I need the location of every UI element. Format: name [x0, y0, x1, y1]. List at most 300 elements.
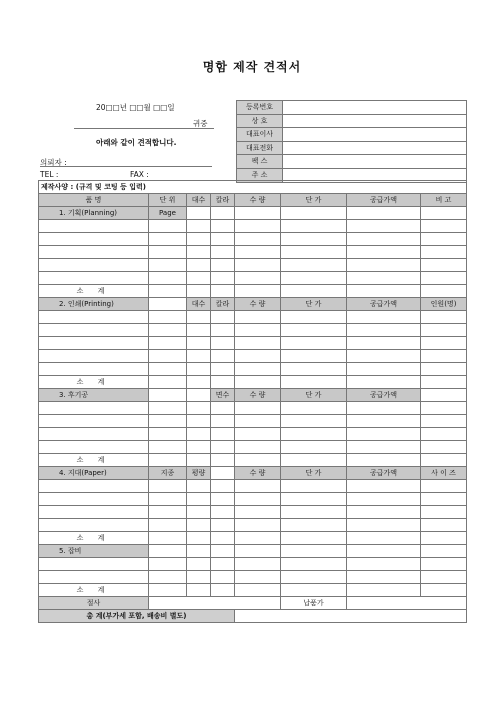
entry-cell[interactable]: [187, 259, 211, 272]
reg-label-company: 상 호: [237, 114, 283, 128]
entry-cell[interactable]: [281, 441, 347, 454]
entry-cell[interactable]: [347, 493, 421, 506]
subtotal-cell[interactable]: [187, 285, 211, 298]
section-header-cell[interactable]: [281, 545, 347, 558]
section-title: 4. 지대(Paper): [39, 467, 149, 480]
entry-cell[interactable]: [421, 571, 467, 584]
entry-cell[interactable]: [149, 272, 187, 285]
entry-cell[interactable]: [149, 337, 187, 350]
entry-cell[interactable]: [187, 480, 211, 493]
entry-cell[interactable]: [211, 259, 235, 272]
entry-cell[interactable]: [211, 493, 235, 506]
entry-cell[interactable]: [281, 272, 347, 285]
fax-label: FAX :: [130, 170, 149, 179]
entry-cell[interactable]: [149, 519, 187, 532]
section-column-label: 단 가: [281, 467, 347, 480]
entry-cell[interactable]: [281, 220, 347, 233]
entry-cell[interactable]: [211, 324, 235, 337]
entry-cell[interactable]: [39, 506, 149, 519]
subtotal-cell[interactable]: [421, 454, 467, 467]
entry-cell[interactable]: [187, 441, 211, 454]
entry-cell[interactable]: [235, 415, 281, 428]
subtotal-cell[interactable]: [281, 285, 347, 298]
subtotal-cell[interactable]: [187, 376, 211, 389]
entry-cell[interactable]: [149, 363, 187, 376]
entry-cell[interactable]: [149, 415, 187, 428]
entry-cell[interactable]: [211, 428, 235, 441]
subtotal-label: 소 계: [39, 285, 149, 298]
subtotal-cell[interactable]: [421, 376, 467, 389]
reg-label-address: 주 소: [237, 168, 283, 182]
entry-cell[interactable]: [421, 324, 467, 337]
subtotal-cell[interactable]: [281, 454, 347, 467]
entry-cell[interactable]: [235, 337, 281, 350]
entry-cell[interactable]: [211, 571, 235, 584]
reg-value-number[interactable]: [283, 101, 467, 115]
discount-value[interactable]: [149, 597, 281, 610]
entry-cell[interactable]: [235, 428, 281, 441]
entry-cell[interactable]: [281, 337, 347, 350]
entry-cell[interactable]: [421, 259, 467, 272]
section-column-label: 공급가액: [347, 389, 421, 402]
entry-cell[interactable]: [421, 337, 467, 350]
section-header-row: [39, 298, 467, 311]
entry-cell[interactable]: [211, 220, 235, 233]
entry-cell[interactable]: [187, 506, 211, 519]
total-label: 총 계(부가세 포함, 배송비 별도): [39, 610, 235, 623]
entry-cell[interactable]: [39, 493, 149, 506]
subtotal-cell[interactable]: [211, 584, 235, 597]
entry-cell[interactable]: [187, 337, 211, 350]
entry-cell[interactable]: [235, 480, 281, 493]
entry-cell[interactable]: [347, 441, 421, 454]
entry-row: [39, 259, 467, 272]
entry-cell[interactable]: [281, 350, 347, 363]
recipient-line: [74, 128, 214, 129]
entry-cell[interactable]: [421, 428, 467, 441]
subtotal-cell[interactable]: [235, 454, 281, 467]
section-column-label: 사 이 즈: [421, 467, 467, 480]
quote-date: 20□□년 □□월 □□일: [96, 103, 175, 112]
section-header-row: [39, 389, 467, 402]
entry-cell[interactable]: [421, 363, 467, 376]
entry-cell[interactable]: [235, 272, 281, 285]
entry-cell[interactable]: [187, 233, 211, 246]
entry-cell[interactable]: [281, 493, 347, 506]
entry-cell[interactable]: [149, 428, 187, 441]
entry-row: [39, 571, 467, 584]
section-header-cell[interactable]: [235, 207, 281, 220]
entry-cell[interactable]: [281, 428, 347, 441]
reg-label-fax: 팩 스: [237, 155, 283, 169]
entry-cell[interactable]: [39, 311, 149, 324]
subtotal-cell[interactable]: [281, 584, 347, 597]
entry-row: [39, 506, 467, 519]
entry-cell[interactable]: [39, 324, 149, 337]
subtotal-cell[interactable]: [281, 532, 347, 545]
subtotal-label: 소 계: [39, 584, 149, 597]
entry-row: [39, 441, 467, 454]
entry-cell[interactable]: [347, 233, 421, 246]
subtotal-cell[interactable]: [421, 584, 467, 597]
entry-cell[interactable]: [347, 337, 421, 350]
subtotal-label: 소 계: [39, 454, 149, 467]
entry-cell[interactable]: [421, 220, 467, 233]
entry-cell[interactable]: [347, 558, 421, 571]
page-title: 명함 제작 견적서: [202, 60, 302, 74]
client-label: 의뢰자 :: [40, 158, 67, 167]
delivery-label: 납품가: [281, 597, 347, 610]
entry-cell[interactable]: [235, 571, 281, 584]
entry-cell[interactable]: [211, 272, 235, 285]
section-header-cell[interactable]: [347, 545, 421, 558]
entry-row: [39, 220, 467, 233]
section-header-cell[interactable]: [187, 389, 211, 402]
section-header-cell[interactable]: [281, 207, 347, 220]
entry-cell[interactable]: [187, 519, 211, 532]
entry-cell[interactable]: [235, 233, 281, 246]
subtotal-cell[interactable]: [281, 376, 347, 389]
entry-cell[interactable]: [347, 506, 421, 519]
subtotal-row: [39, 584, 467, 597]
subtotal-cell[interactable]: [187, 532, 211, 545]
entry-cell[interactable]: [421, 350, 467, 363]
subtotal-row: [39, 532, 467, 545]
section-header-row: [39, 207, 467, 220]
entry-cell[interactable]: [281, 233, 347, 246]
section-header-cell[interactable]: [421, 545, 467, 558]
entry-cell[interactable]: [211, 402, 235, 415]
entry-cell[interactable]: [211, 311, 235, 324]
entry-cell[interactable]: [281, 363, 347, 376]
entry-cell[interactable]: [235, 363, 281, 376]
section-title: 3. 후기공: [39, 389, 149, 402]
total-value[interactable]: [235, 610, 467, 623]
subtotal-cell[interactable]: [347, 376, 421, 389]
header-item: 품 명: [39, 194, 149, 207]
entry-cell[interactable]: [39, 558, 149, 571]
entry-cell[interactable]: [187, 311, 211, 324]
entry-row: [39, 415, 467, 428]
entry-cell[interactable]: [235, 441, 281, 454]
table-header-row: [39, 194, 467, 207]
entry-cell[interactable]: [347, 519, 421, 532]
reg-value-fax[interactable]: [283, 155, 467, 169]
entry-cell[interactable]: [347, 311, 421, 324]
entry-cell[interactable]: [39, 350, 149, 363]
reg-value-phone[interactable]: [283, 141, 467, 155]
section-column-label: 지종: [149, 467, 187, 480]
entry-cell[interactable]: [235, 519, 281, 532]
entry-cell[interactable]: [347, 402, 421, 415]
section-header-cell[interactable]: [421, 207, 467, 220]
entry-cell[interactable]: [281, 259, 347, 272]
delivery-value[interactable]: [347, 597, 467, 610]
entry-cell[interactable]: [39, 363, 149, 376]
subtotal-cell[interactable]: [149, 454, 187, 467]
entry-row: [39, 272, 467, 285]
entry-cell[interactable]: [347, 480, 421, 493]
entry-cell[interactable]: [421, 246, 467, 259]
entry-cell[interactable]: [235, 558, 281, 571]
entry-cell[interactable]: [347, 324, 421, 337]
subtotal-cell[interactable]: [149, 285, 187, 298]
section-column-label: 면수: [211, 389, 235, 402]
entry-cell[interactable]: [421, 402, 467, 415]
entry-cell[interactable]: [347, 350, 421, 363]
entry-cell[interactable]: [347, 415, 421, 428]
entry-row: [39, 311, 467, 324]
recipient-suffix: 귀중: [193, 119, 208, 128]
header-quantity: 수 량: [235, 194, 281, 207]
section-column-label: 수 량: [235, 298, 281, 311]
entry-cell[interactable]: [211, 246, 235, 259]
client-line: [40, 166, 212, 167]
entry-cell[interactable]: [149, 493, 187, 506]
subtotal-cell[interactable]: [187, 584, 211, 597]
entry-cell[interactable]: [149, 350, 187, 363]
entry-cell[interactable]: [235, 246, 281, 259]
estimate-table: [38, 180, 467, 623]
subtotal-cell[interactable]: [149, 376, 187, 389]
entry-cell[interactable]: [149, 480, 187, 493]
header-remarks: 비 고: [421, 194, 467, 207]
entry-cell[interactable]: [211, 480, 235, 493]
entry-row: [39, 519, 467, 532]
reg-label-ceo: 대표이사: [237, 128, 283, 142]
reg-value-ceo[interactable]: [283, 128, 467, 142]
entry-cell[interactable]: [187, 428, 211, 441]
entry-cell[interactable]: [149, 220, 187, 233]
subtotal-cell[interactable]: [347, 584, 421, 597]
entry-cell[interactable]: [421, 519, 467, 532]
reg-label-phone: 대표전화: [237, 141, 283, 155]
entry-cell[interactable]: [347, 428, 421, 441]
entry-cell[interactable]: [149, 311, 187, 324]
subtotal-cell[interactable]: [421, 532, 467, 545]
section-header-cell[interactable]: [149, 298, 187, 311]
section-header-cell[interactable]: [211, 467, 235, 480]
entry-cell[interactable]: [281, 506, 347, 519]
entry-cell[interactable]: [39, 259, 149, 272]
entry-cell[interactable]: [281, 246, 347, 259]
entry-cell[interactable]: [235, 324, 281, 337]
subtotal-cell[interactable]: [235, 376, 281, 389]
section-header-row: [39, 467, 467, 480]
entry-cell[interactable]: [211, 337, 235, 350]
entry-cell[interactable]: [421, 415, 467, 428]
entry-cell[interactable]: [421, 233, 467, 246]
entry-cell[interactable]: [39, 220, 149, 233]
entry-cell[interactable]: [421, 311, 467, 324]
entry-cell[interactable]: [235, 493, 281, 506]
entry-cell[interactable]: [39, 441, 149, 454]
subtotal-cell[interactable]: [421, 285, 467, 298]
entry-cell[interactable]: [421, 441, 467, 454]
entry-cell[interactable]: [347, 246, 421, 259]
entry-cell[interactable]: [39, 519, 149, 532]
section-column-label: 평량: [187, 467, 211, 480]
reg-value-company[interactable]: [283, 114, 467, 128]
section-title: 1. 기획(Planning): [39, 207, 149, 220]
entry-cell[interactable]: [211, 415, 235, 428]
subtotal-cell[interactable]: [211, 454, 235, 467]
header-unit: 단 위: [149, 194, 187, 207]
entry-row: [39, 428, 467, 441]
subtotal-cell[interactable]: [235, 532, 281, 545]
subtotal-cell[interactable]: [211, 532, 235, 545]
subtotal-cell[interactable]: [149, 584, 187, 597]
entry-cell[interactable]: [211, 558, 235, 571]
section-column-label: 단 가: [281, 389, 347, 402]
entry-cell[interactable]: [187, 272, 211, 285]
entry-cell[interactable]: [235, 259, 281, 272]
entry-cell[interactable]: [39, 402, 149, 415]
subtotal-label: 소 계: [39, 532, 149, 545]
entry-cell[interactable]: [347, 220, 421, 233]
section-column-label: 공급가액: [347, 467, 421, 480]
entry-cell[interactable]: [211, 233, 235, 246]
entry-cell[interactable]: [187, 324, 211, 337]
entry-cell[interactable]: [211, 363, 235, 376]
subtotal-cell[interactable]: [235, 285, 281, 298]
entry-cell[interactable]: [281, 402, 347, 415]
entry-cell[interactable]: [187, 402, 211, 415]
section-column-label: 수 량: [235, 389, 281, 402]
header-plates: 대수: [187, 194, 211, 207]
spec-row[interactable]: 제작사양 : (규격 및 코팅 등 입력): [39, 181, 467, 194]
subtotal-row: [39, 285, 467, 298]
entry-cell[interactable]: [235, 220, 281, 233]
subtotal-row: [39, 454, 467, 467]
entry-row: [39, 233, 467, 246]
section-header-cell[interactable]: [187, 545, 211, 558]
entry-row: [39, 493, 467, 506]
entry-cell[interactable]: [149, 246, 187, 259]
entry-cell[interactable]: [187, 415, 211, 428]
entry-cell[interactable]: [235, 311, 281, 324]
entry-cell[interactable]: [187, 571, 211, 584]
entry-cell[interactable]: [281, 415, 347, 428]
entry-cell[interactable]: [211, 441, 235, 454]
subtotal-label: 소 계: [39, 376, 149, 389]
entry-row: [39, 480, 467, 493]
entry-cell[interactable]: [421, 506, 467, 519]
entry-cell[interactable]: [347, 272, 421, 285]
entry-cell[interactable]: [39, 233, 149, 246]
section-column-label: 대수: [187, 298, 211, 311]
entry-cell[interactable]: [149, 324, 187, 337]
entry-cell[interactable]: [187, 558, 211, 571]
entry-cell[interactable]: [281, 519, 347, 532]
entry-row: [39, 324, 467, 337]
entry-cell[interactable]: [187, 246, 211, 259]
section-header-cell[interactable]: [211, 545, 235, 558]
entry-cell[interactable]: [149, 402, 187, 415]
entry-cell[interactable]: [281, 571, 347, 584]
entry-cell[interactable]: [347, 259, 421, 272]
section-header-cell[interactable]: [211, 207, 235, 220]
entry-cell[interactable]: [149, 259, 187, 272]
entry-cell[interactable]: [149, 441, 187, 454]
entry-cell[interactable]: [421, 272, 467, 285]
subtotal-cell[interactable]: [347, 532, 421, 545]
entry-cell[interactable]: [235, 402, 281, 415]
entry-cell[interactable]: [187, 350, 211, 363]
subtotal-cell[interactable]: [235, 584, 281, 597]
subtotal-cell[interactable]: [211, 285, 235, 298]
entry-cell[interactable]: [235, 506, 281, 519]
entry-cell[interactable]: [187, 363, 211, 376]
section-header-cell[interactable]: [149, 545, 187, 558]
section-header-cell[interactable]: [347, 207, 421, 220]
entry-cell[interactable]: [39, 415, 149, 428]
entry-cell[interactable]: [281, 311, 347, 324]
entry-cell[interactable]: [39, 428, 149, 441]
header-unit-price: 단 가: [281, 194, 347, 207]
section-column-label: 공급가액: [347, 298, 421, 311]
entry-cell[interactable]: [421, 493, 467, 506]
entry-row: [39, 402, 467, 415]
section-header-cell[interactable]: [149, 389, 187, 402]
entry-cell[interactable]: [149, 233, 187, 246]
registration-table: [236, 100, 467, 183]
section-column-label: Page: [149, 207, 187, 220]
section-header-row: [39, 545, 467, 558]
entry-cell[interactable]: [211, 519, 235, 532]
entry-row: [39, 337, 467, 350]
section-column-label: 단 가: [281, 298, 347, 311]
entry-cell[interactable]: [421, 558, 467, 571]
entry-cell[interactable]: [235, 350, 281, 363]
entry-cell[interactable]: [211, 350, 235, 363]
section-header-cell[interactable]: [187, 207, 211, 220]
subtotal-cell[interactable]: [149, 532, 187, 545]
entry-cell[interactable]: [281, 324, 347, 337]
entry-cell[interactable]: [39, 246, 149, 259]
section-column-label: 인원(명): [421, 298, 467, 311]
subtotal-cell[interactable]: [187, 454, 211, 467]
tel-label: TEL :: [40, 170, 59, 179]
greeting-text: 아래와 같이 견적합니다.: [96, 138, 177, 147]
entry-cell[interactable]: [149, 506, 187, 519]
entry-row: [39, 363, 467, 376]
entry-cell[interactable]: [281, 480, 347, 493]
subtotal-cell[interactable]: [211, 376, 235, 389]
entry-cell[interactable]: [187, 220, 211, 233]
section-header-cell[interactable]: [235, 545, 281, 558]
entry-cell[interactable]: [347, 363, 421, 376]
entry-cell[interactable]: [39, 571, 149, 584]
subtotal-cell[interactable]: [347, 454, 421, 467]
header-color: 칼라: [211, 194, 235, 207]
entry-cell[interactable]: [421, 480, 467, 493]
section-title: 2. 인쇄(Printing): [39, 298, 149, 311]
reg-label-number: 등록번호: [237, 101, 283, 115]
entry-cell[interactable]: [149, 571, 187, 584]
entry-cell[interactable]: [347, 571, 421, 584]
entry-cell[interactable]: [39, 272, 149, 285]
entry-cell[interactable]: [281, 558, 347, 571]
entry-cell[interactable]: [211, 506, 235, 519]
entry-cell[interactable]: [187, 493, 211, 506]
entry-cell[interactable]: [39, 480, 149, 493]
entry-row: [39, 246, 467, 259]
section-header-cell[interactable]: [421, 389, 467, 402]
entry-cell[interactable]: [39, 337, 149, 350]
entry-cell[interactable]: [149, 558, 187, 571]
subtotal-cell[interactable]: [347, 285, 421, 298]
